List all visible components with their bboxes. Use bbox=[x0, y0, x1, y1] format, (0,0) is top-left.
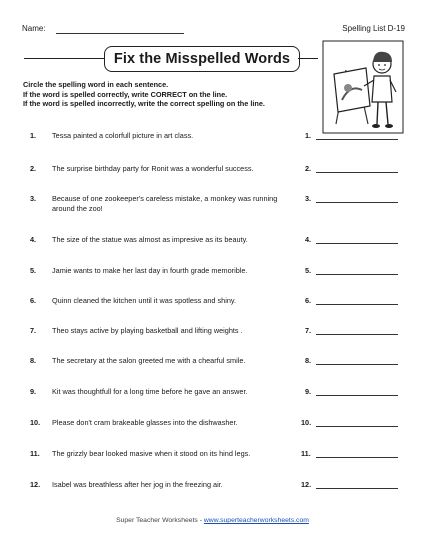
answer-line[interactable] bbox=[316, 274, 398, 275]
answer-line[interactable] bbox=[316, 172, 398, 173]
answer-number: 4. bbox=[305, 235, 312, 244]
question-number: 5. bbox=[30, 266, 37, 275]
footer-separator: - bbox=[199, 517, 202, 524]
footer-url-link[interactable]: www.superteacherworksheets.com bbox=[203, 517, 309, 524]
question-number: 6. bbox=[30, 296, 37, 305]
name-label: Name: bbox=[22, 24, 46, 33]
question-text: Because of one zookeeper's careless mistake, a monkey was running around the zoo! bbox=[52, 194, 278, 213]
footer-brand: Super Teacher Worksheets bbox=[116, 517, 198, 524]
question-text: Theo stays active by playing basketball and lifting weights . bbox=[52, 326, 243, 335]
question-number: 2. bbox=[30, 164, 37, 173]
spelling-list-label: Spelling List D-19 bbox=[342, 24, 405, 33]
title-rule-left bbox=[24, 58, 104, 59]
answer-line[interactable] bbox=[316, 334, 398, 335]
question-text: Quinn cleaned the kitchen until it was spotless and shiny. bbox=[52, 296, 237, 305]
answer-number: 8. bbox=[305, 356, 312, 365]
footer bbox=[0, 517, 425, 524]
answer-number: 12. bbox=[301, 480, 312, 489]
worksheet-title: Fix the Misspelled Words bbox=[104, 46, 300, 72]
question-number: 3. bbox=[30, 194, 37, 203]
question-text: Isabel was breathless after her jog in the freezing air. bbox=[52, 480, 223, 489]
question-number: 1. bbox=[30, 131, 37, 140]
question-number: 11. bbox=[30, 449, 40, 458]
answer-number: 9. bbox=[305, 387, 312, 396]
answer-line[interactable] bbox=[316, 364, 398, 365]
question-number: 12. bbox=[30, 480, 41, 489]
instruction-line: If the word is spelled correctly, write CORRECT on the line. bbox=[23, 89, 228, 99]
instructions bbox=[23, 80, 323, 109]
answer-number: 7. bbox=[305, 326, 312, 335]
answer-line[interactable] bbox=[316, 488, 398, 489]
question-text: Tessa painted a colorfull picture in art class. bbox=[52, 131, 194, 140]
answer-line[interactable] bbox=[316, 304, 398, 305]
question-number: 9. bbox=[30, 387, 37, 396]
answer-number: 6. bbox=[305, 296, 312, 305]
question-text: The size of the statue was almost as impresive as its beauty. bbox=[52, 235, 248, 244]
answer-line[interactable] bbox=[316, 202, 398, 203]
question-text: Jamie wants to make her last day in fourth grade memorible. bbox=[52, 266, 248, 275]
answer-line[interactable] bbox=[316, 243, 398, 244]
question-number: 10. bbox=[30, 418, 41, 427]
answer-line[interactable] bbox=[316, 395, 398, 396]
answer-line[interactable] bbox=[316, 426, 398, 427]
answer-number: 5. bbox=[305, 266, 312, 275]
question-number: 4. bbox=[30, 235, 37, 244]
girl-painting-at-easel-icon bbox=[322, 40, 404, 134]
instruction-line: If the word is spelled incorrectly, write the correct spelling on the line. bbox=[23, 99, 265, 109]
answer-number: 10. bbox=[301, 418, 312, 427]
question-text: The grizzly bear looked masive when it stood on its hind legs. bbox=[52, 449, 251, 458]
answer-line[interactable] bbox=[316, 457, 398, 458]
question-number: 7. bbox=[30, 326, 37, 335]
question-text: Kit was thoughtfull for a long time before he gave an answer. bbox=[52, 387, 248, 396]
answer-number: 1. bbox=[305, 131, 312, 140]
instruction-line: Circle the spelling word in each sentence. bbox=[23, 80, 169, 89]
question-text: The secretary at the salon greeted me with a chearful smile. bbox=[52, 356, 246, 365]
question-number: 8. bbox=[30, 356, 37, 365]
title-rule-right bbox=[298, 58, 318, 59]
answer-number: 11. bbox=[301, 449, 311, 458]
answer-line[interactable] bbox=[316, 139, 398, 140]
answer-number: 2. bbox=[305, 164, 312, 173]
answer-number: 3. bbox=[305, 194, 312, 203]
name-line[interactable] bbox=[56, 33, 184, 34]
question-text: Please don't cram brakeable glasses into the dishwasher. bbox=[52, 418, 238, 427]
question-text: The surprise birthday party for Ronit was a wonderful success. bbox=[52, 164, 254, 173]
